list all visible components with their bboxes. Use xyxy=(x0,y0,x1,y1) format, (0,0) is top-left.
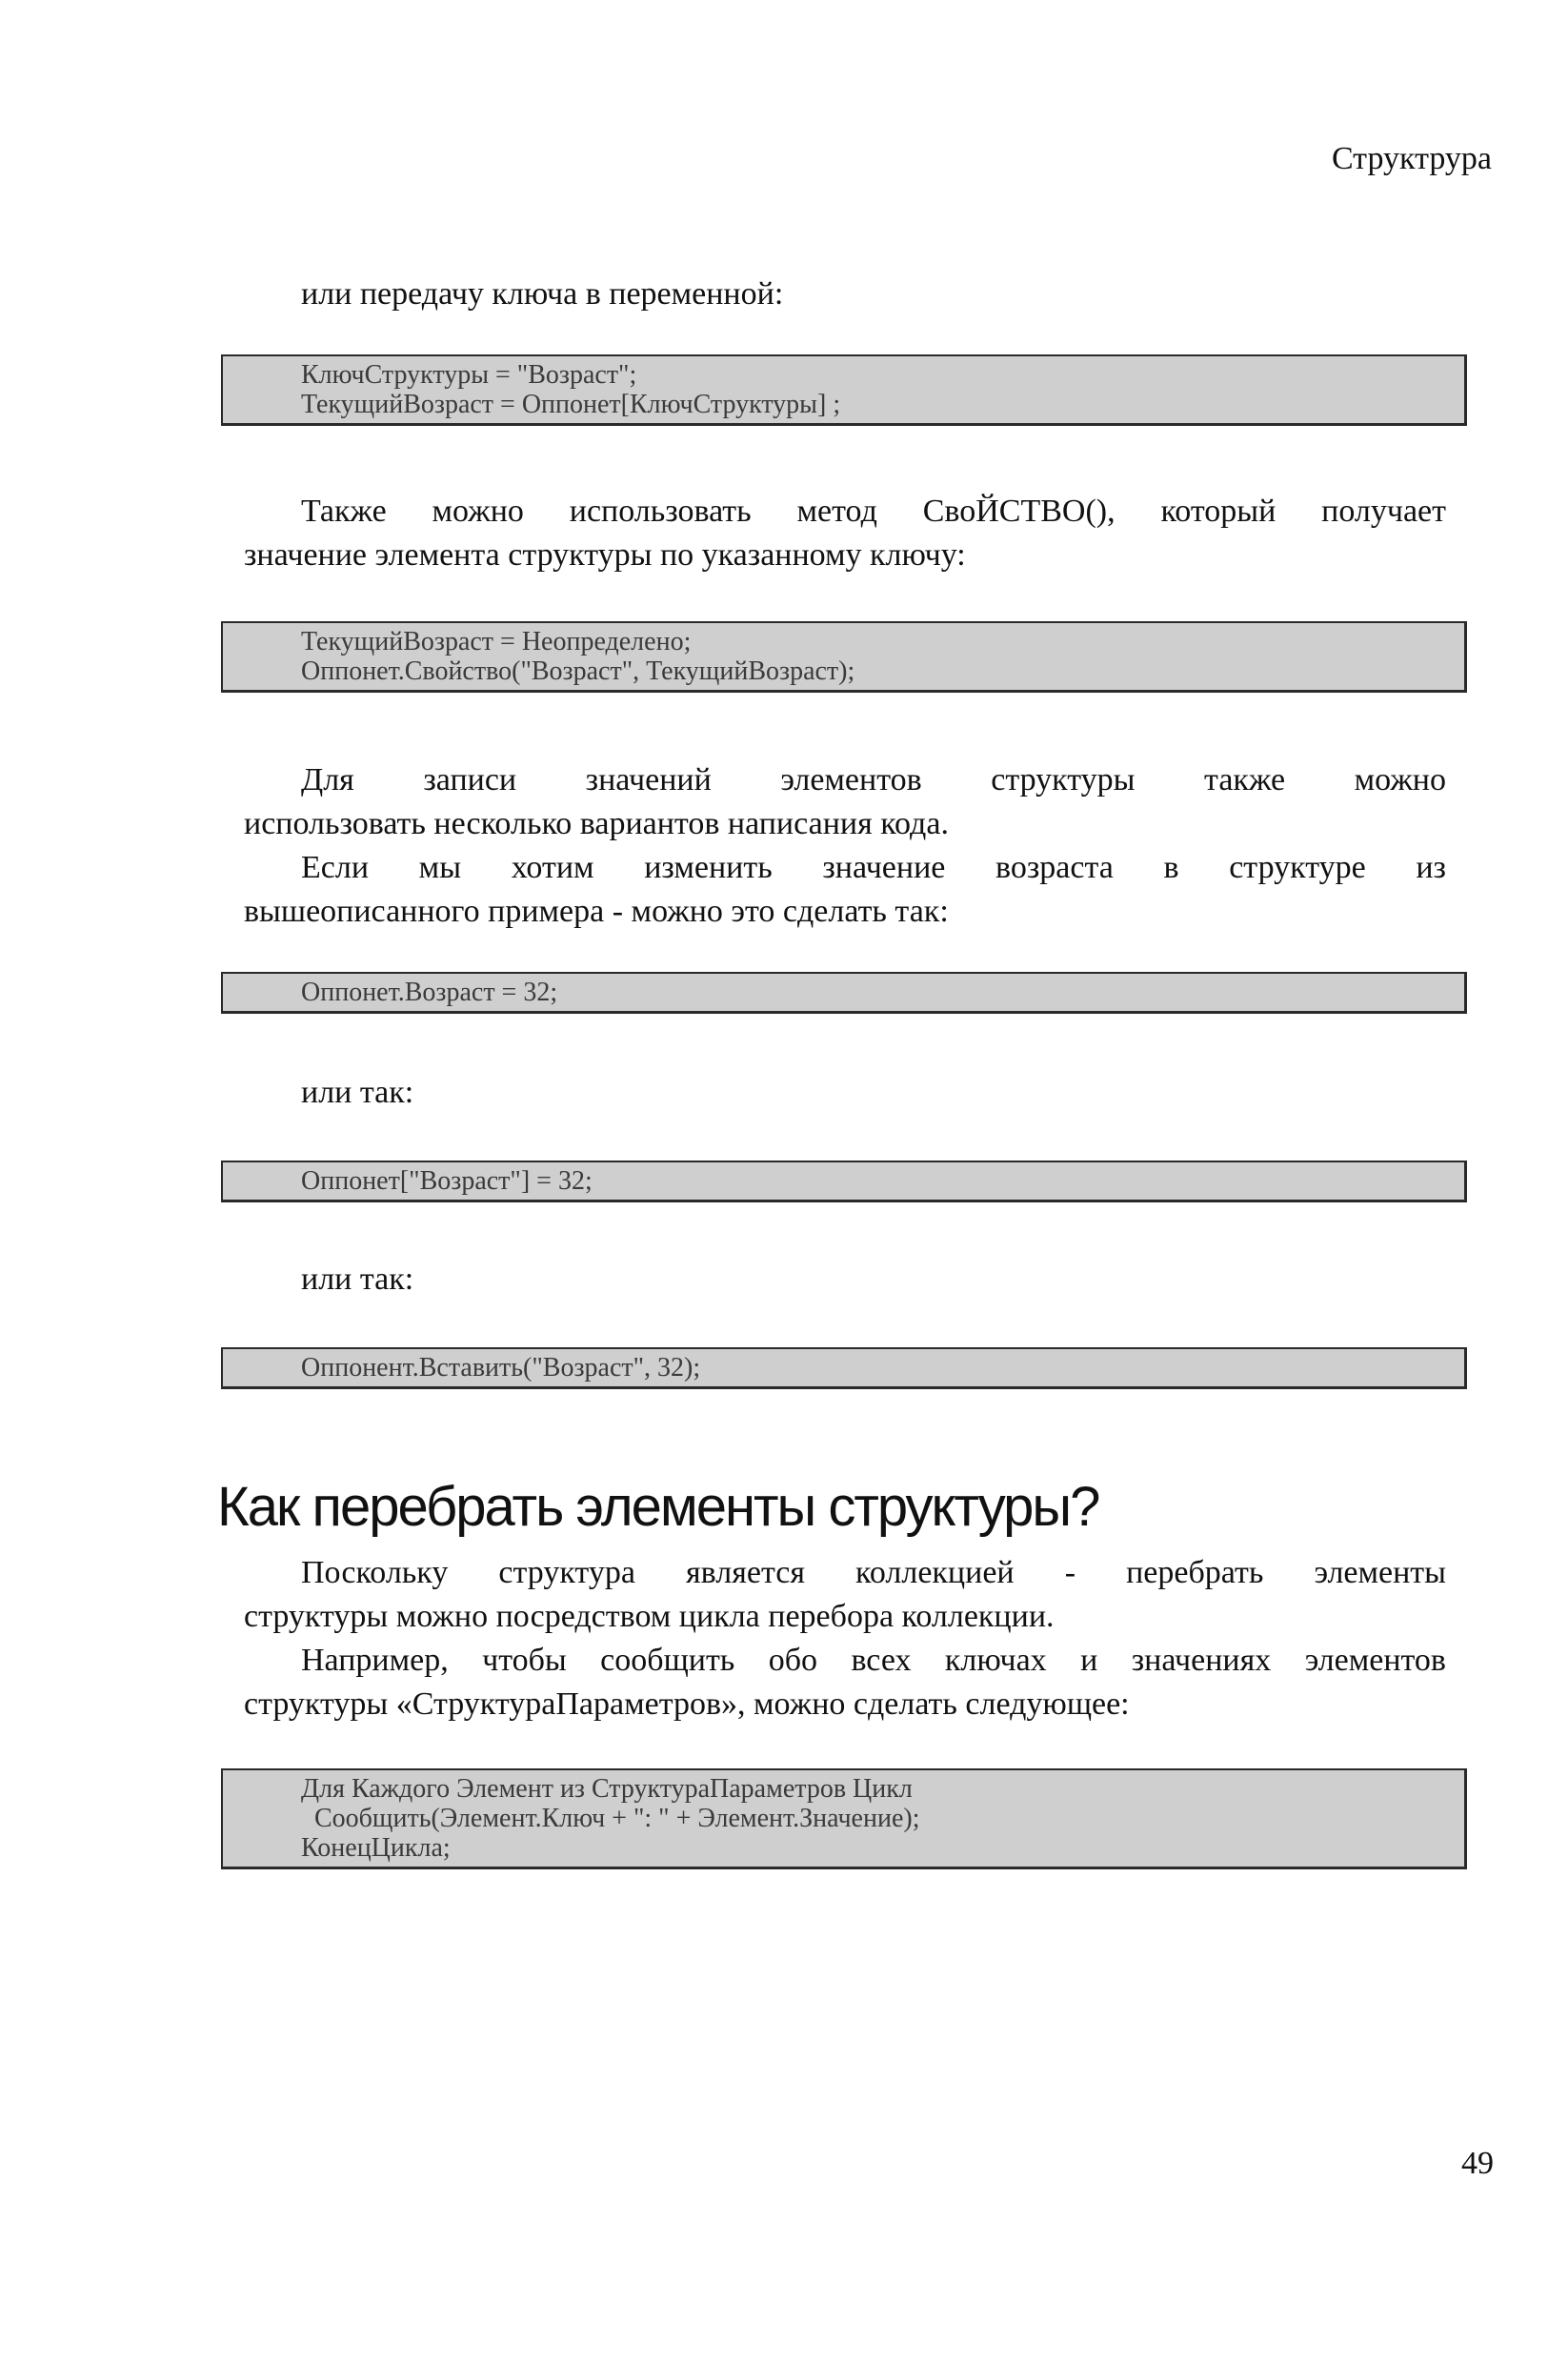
page-number: 49 xyxy=(1461,2146,1494,2181)
text-line: Если мы хотим изменить значение возраста в структуре из xyxy=(301,850,1446,885)
code-block-insert xyxy=(221,1347,1467,1389)
code-line: Оппонет.Возраст = 32; xyxy=(301,978,558,1007)
text-line: Также можно использовать метод СвоЙСТВО(), который получает xyxy=(301,494,1446,529)
code-line: ТекущийВозраст = Оппонет[КлючСтруктуры] ; xyxy=(301,390,841,419)
text-line: значение элемента структуры по указанному ключу: xyxy=(244,537,966,573)
code-block-key-variable xyxy=(221,354,1467,426)
paragraph-property-method xyxy=(244,490,1446,577)
text-line: Для записи значений элементов структуры также можно xyxy=(301,762,1446,797)
code-line: Сообщить(Элемент.Ключ + ": " + Элемент.Значение); xyxy=(301,1804,920,1833)
running-header: Структрура xyxy=(1331,141,1492,176)
paragraph-iterate xyxy=(244,1551,1446,1726)
paragraph-write-values xyxy=(244,758,1446,934)
text-line: вышеописанного примера - можно это сделать так: xyxy=(244,894,949,929)
text-line: использовать несколько вариантов написания кода. xyxy=(244,806,949,841)
text-line: Например, чтобы сообщить обо всех ключах и значениях элементов xyxy=(301,1643,1446,1678)
text-line: структуры можно посредством цикла перебора коллекции. xyxy=(244,1599,1055,1634)
code-block-assign-property xyxy=(221,972,1467,1014)
paragraph-or-so-2: или так: xyxy=(301,1262,414,1297)
code-line: Оппонет.Свойство("Возраст", ТекущийВозраст); xyxy=(301,656,855,686)
code-block-assign-index xyxy=(221,1161,1467,1202)
code-line: Для Каждого Элемент из СтруктураПараметров Цикл xyxy=(301,1774,913,1804)
paragraph-key-variable: или передачу ключа в переменной: xyxy=(301,276,784,312)
code-line: ТекущийВозраст = Неопределено; xyxy=(301,627,692,656)
text-line: структуры «СтруктураПараметров», можно сделать следующее: xyxy=(244,1686,1130,1722)
section-heading: Как перебрать элементы структуры? xyxy=(217,1476,1099,1538)
paragraph-or-so-1: или так: xyxy=(301,1075,414,1110)
code-line: КонецЦикла; xyxy=(301,1833,451,1863)
code-block-property-method xyxy=(221,621,1467,693)
code-line: Оппонет["Возраст"] = 32; xyxy=(301,1166,593,1196)
text-line: Поскольку структура является коллекцией - перебрать элементы xyxy=(301,1555,1446,1590)
code-line: Оппонент.Вставить("Возраст", 32); xyxy=(301,1353,701,1383)
code-line: КлючСтруктуры = "Возраст"; xyxy=(301,360,637,390)
code-block-loop xyxy=(221,1768,1467,1869)
